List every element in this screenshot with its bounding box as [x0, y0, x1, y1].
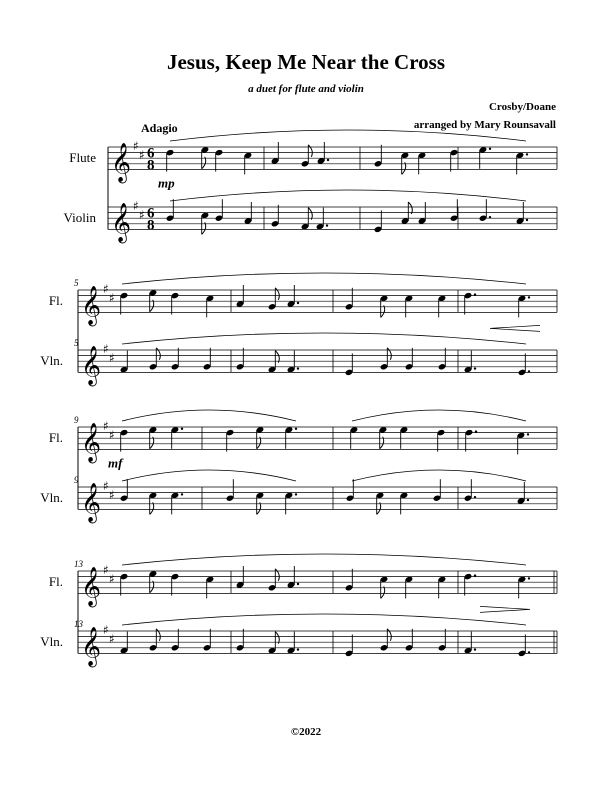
dot: [474, 496, 476, 498]
slur: [170, 190, 526, 201]
note-flag: [402, 162, 406, 174]
sharp-c-icon: ♯: [109, 350, 115, 365]
time-signature-top: 6: [147, 205, 155, 222]
measure-number: 5: [74, 278, 79, 288]
sharp-f-icon: ♯: [103, 419, 109, 433]
sharp-f-icon: ♯: [103, 479, 109, 493]
measure-number: 5: [74, 338, 79, 348]
measure-number: 13: [74, 559, 83, 569]
dot: [295, 428, 297, 430]
sharp-f-icon: ♯: [103, 342, 109, 356]
note-flag: [380, 437, 384, 449]
treble-clef-icon: 𝄞: [111, 142, 132, 183]
dot: [181, 493, 183, 495]
flute-label: Flute: [69, 150, 96, 166]
dot: [474, 367, 476, 369]
sharp-c-icon: ♯: [109, 487, 115, 502]
note-flag: [381, 586, 385, 598]
sharp-f-icon: ♯: [133, 139, 139, 153]
slur: [122, 273, 526, 284]
treble-clef-icon: 𝄞: [81, 482, 102, 523]
treble-clef-icon: 𝄞: [111, 202, 132, 243]
violin-staff: [78, 350, 557, 372]
dot: [475, 430, 477, 432]
sharp-f-icon: ♯: [103, 563, 109, 577]
note-flag: [308, 145, 312, 157]
treble-clef-icon: 𝄞: [81, 626, 102, 667]
treble-clef-icon: 𝄞: [81, 566, 102, 607]
arranger-credit: arranged by Mary Rounsavall: [413, 119, 556, 131]
dot: [297, 583, 299, 585]
composer-credit: Crosby/Doane: [488, 101, 556, 113]
violin-label: Vln.: [40, 353, 63, 369]
copyright-notice: ©2022: [290, 726, 322, 738]
time-signature-bottom: 8: [147, 217, 155, 234]
note-flag: [150, 300, 154, 312]
slur: [122, 333, 526, 344]
dot: [474, 648, 476, 650]
measure-number: 9: [74, 415, 79, 425]
dot: [297, 302, 299, 304]
note-flag: [257, 437, 261, 449]
violin-staff: [78, 631, 557, 653]
dot: [181, 428, 183, 430]
crescendo-hairpin: [490, 325, 540, 331]
note-flag: [275, 288, 279, 300]
dot: [489, 148, 491, 150]
diminuendo-hairpin: [480, 606, 530, 612]
dot: [327, 159, 329, 161]
slur: [122, 410, 296, 421]
piece-title: Jesus, Keep Me Near the Cross: [166, 50, 445, 74]
slur: [122, 470, 296, 481]
dot: [527, 499, 529, 501]
dot: [528, 296, 530, 298]
dot: [297, 367, 299, 369]
violin-label: Vln.: [40, 490, 63, 506]
sharp-c-icon: ♯: [109, 631, 115, 646]
flute-label: Fl.: [48, 430, 63, 446]
note-flag: [408, 202, 412, 214]
slur: [122, 614, 526, 625]
measure-number: 13: [74, 619, 83, 629]
measure-number: 9: [74, 475, 79, 485]
note-flag: [387, 629, 391, 641]
note-flag: [377, 502, 381, 514]
note-flag: [150, 502, 154, 514]
note-flag: [275, 632, 279, 644]
note-flag: [381, 305, 385, 317]
dot: [489, 216, 491, 218]
dot: [474, 574, 476, 576]
sharp-c-icon: ♯: [139, 147, 145, 162]
slur: [170, 130, 526, 141]
note-flag: [387, 348, 391, 360]
slur: [352, 470, 526, 481]
dot: [295, 493, 297, 495]
sharp-c-icon: ♯: [109, 427, 115, 442]
dot: [326, 224, 328, 226]
treble-clef-icon: 𝄞: [81, 422, 102, 463]
dot: [297, 648, 299, 650]
time-signature-bottom: 8: [147, 157, 155, 174]
sharp-f-icon: ♯: [103, 282, 109, 296]
note-flag: [156, 629, 160, 641]
treble-clef-icon: 𝄞: [81, 345, 102, 386]
flute-label: Fl.: [48, 293, 63, 309]
sharp-c-icon: ♯: [139, 207, 145, 222]
sharp-c-icon: ♯: [109, 571, 115, 586]
sharp-f-icon: ♯: [103, 623, 109, 637]
flute-label: Fl.: [48, 574, 63, 590]
note-flag: [202, 222, 206, 234]
dot: [528, 577, 530, 579]
note-flag: [257, 502, 261, 514]
note-flag: [156, 348, 160, 360]
sharp-c-icon: ♯: [109, 290, 115, 305]
dot: [526, 219, 528, 221]
dynamic-marking: mf: [108, 455, 123, 471]
dynamic-marking: mp: [158, 175, 175, 191]
violin-label: Violin: [63, 210, 96, 226]
slur: [122, 554, 526, 565]
flute-staff: [108, 147, 557, 169]
dot: [528, 651, 530, 653]
note-flag: [308, 208, 312, 220]
note-flag: [150, 437, 154, 449]
violin-label: Vln.: [40, 634, 63, 650]
note-flag: [275, 351, 279, 363]
time-signature-top: 6: [147, 145, 155, 162]
dot: [528, 370, 530, 372]
tempo-marking: Adagio: [141, 121, 178, 135]
treble-clef-icon: 𝄞: [81, 285, 102, 326]
note-flag: [275, 569, 279, 581]
note-flag: [202, 157, 206, 169]
piece-subtitle: a duet for flute and violin: [248, 83, 364, 95]
dot: [474, 293, 476, 295]
dot: [526, 153, 528, 155]
dot: [527, 433, 529, 435]
sharp-f-icon: ♯: [133, 199, 139, 213]
note-flag: [150, 581, 154, 593]
slur: [352, 410, 526, 421]
